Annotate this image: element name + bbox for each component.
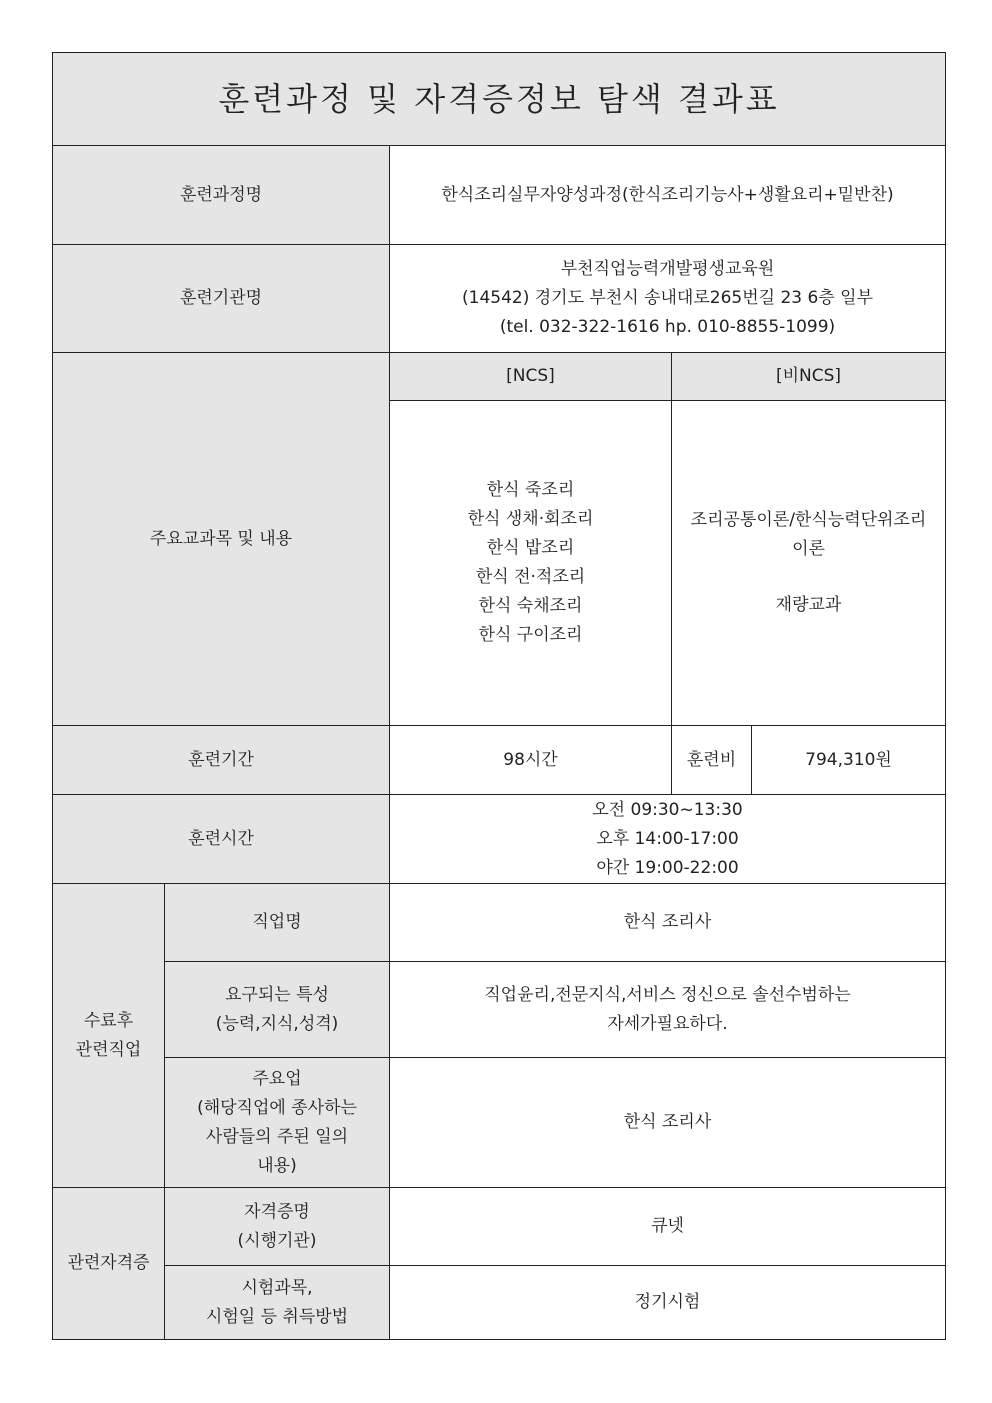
certificate-method-value: 정기시험 xyxy=(390,1266,946,1340)
institution-label: 훈련기관명 xyxy=(53,245,390,353)
certificate-name-value: 큐넷 xyxy=(390,1188,946,1266)
institution-name: 부천직업능력개발평생교육원 xyxy=(560,259,775,279)
result-table xyxy=(52,52,946,1340)
list-item: 한식 숙채조리 xyxy=(478,596,583,616)
list-item: 한식 전·적조리 xyxy=(475,567,586,587)
subjects-label: 주요교과목 및 내용 xyxy=(53,353,390,726)
list-item: 이론 xyxy=(792,539,825,559)
schedule-times xyxy=(390,795,946,884)
ncs-subject-list xyxy=(390,401,672,726)
course-name-value: 한식조리실무자양성과정(한식조리기능사+생활요리+밑반찬) xyxy=(390,146,946,245)
job-name-label: 직업명 xyxy=(165,884,390,962)
page-title: 훈련과정 및 자격증정보 탐색 결과표 xyxy=(53,53,946,146)
schedule-morning: 오전 09:30~13:30 xyxy=(592,799,743,820)
list-item: 한식 생채·회조리 xyxy=(467,509,594,529)
result-sheet xyxy=(52,52,945,1340)
institution-contact: (tel. 032-322-1616 hp. 010-8855-1099) xyxy=(499,317,836,337)
schedule-label: 훈련시간 xyxy=(53,795,390,884)
ncs-header: [NCS] xyxy=(390,353,672,401)
fee-value: 794,310원 xyxy=(752,726,946,795)
job-duties-label: 주요업 (해당직업에 종사하는 사람들의 주된 일의 내용) xyxy=(165,1058,390,1188)
list-item: 한식 밥조리 xyxy=(486,538,575,558)
non-ncs-header: [비NCS] xyxy=(672,353,946,401)
institution-address: (14542) 경기도 부천시 송내대로265번길 23 6층 일부 xyxy=(462,288,873,308)
period-value: 98시간 xyxy=(390,726,672,795)
job-traits-label: 요구되는 특성 (능력,지식,성격) xyxy=(165,962,390,1058)
list-item: 한식 죽조리 xyxy=(486,480,575,500)
job-traits-value: 직업윤리,전문지식,서비스 정신으로 솔선수범하는 자세가필요하다. xyxy=(390,962,946,1058)
certificate-method-label: 시험과목, 시험일 등 취득방법 xyxy=(165,1266,390,1340)
certificate-name-label: 자격증명 (시행기관) xyxy=(165,1188,390,1266)
job-duties-value: 한식 조리사 xyxy=(390,1058,946,1188)
list-item: 조리공통이론/한식능력단위조리 xyxy=(690,510,927,530)
list-item: 한식 구이조리 xyxy=(478,625,583,645)
course-name-label: 훈련과정명 xyxy=(53,146,390,245)
fee-label: 훈련비 xyxy=(672,726,752,795)
schedule-afternoon: 오후 14:00-17:00 xyxy=(596,828,739,849)
institution-info xyxy=(390,245,946,353)
period-label: 훈련기간 xyxy=(53,726,390,795)
non-ncs-subject-list xyxy=(672,401,946,726)
schedule-evening: 야간 19:00-22:00 xyxy=(596,857,739,878)
job-name-value: 한식 조리사 xyxy=(390,884,946,962)
certificate-group-label: 관련자격증 xyxy=(53,1188,165,1340)
job-group-label: 수료후 관련직업 xyxy=(53,884,165,1188)
list-item: 재량교과 xyxy=(775,595,842,615)
